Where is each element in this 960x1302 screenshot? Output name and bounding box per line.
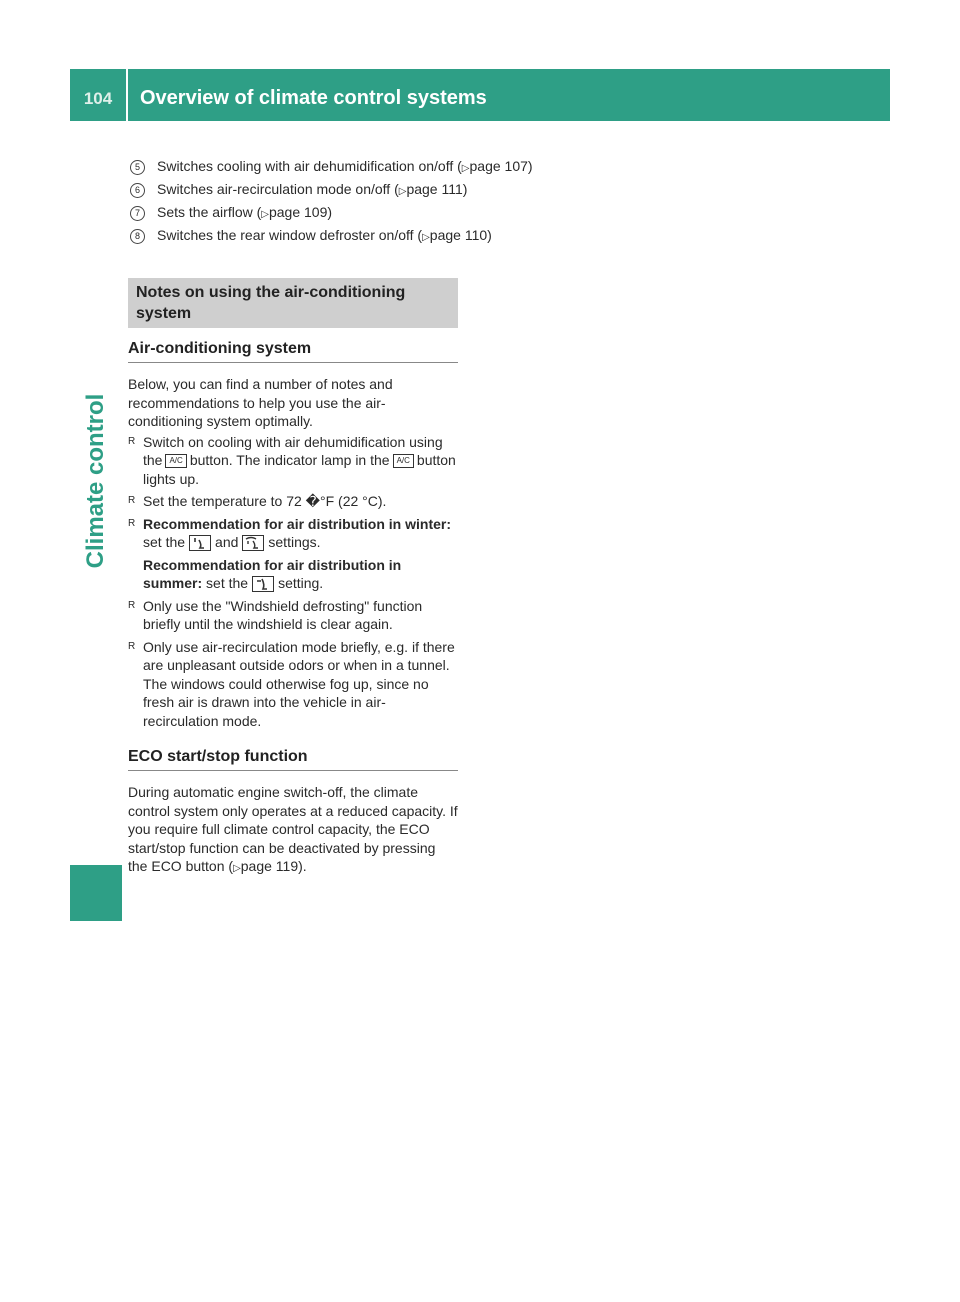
- list-item: 7 Sets the airflow (▷page 109): [128, 202, 688, 225]
- side-tab-block: [70, 865, 122, 921]
- eco-text: During automatic engine switch-off, the climate control system only operates at a reduced capacity. If you require full climate control capacity, the ECO start/stop function can be deactivated by pressing the ECO button (▷page 119).: [128, 784, 458, 874]
- list-item: 5 Switches cooling with air dehumidification on/off (▷page 107): [128, 156, 688, 179]
- list-item: R Recommendation for air distribution in winter: set the and settings. Recommendation for air distribution in summer: set the setting.: [128, 515, 452, 591]
- bullet-r-icon: R: [128, 495, 136, 506]
- page-header: [70, 69, 890, 121]
- page-ref-link[interactable]: page 119: [240, 858, 299, 874]
- circled-number-icon: 6: [130, 183, 145, 198]
- ac-button-icon: A/C: [165, 454, 186, 468]
- side-tab: [70, 121, 122, 921]
- footwell-airflow-icon: [189, 535, 211, 551]
- subheading-ac: Air-conditioning system: [128, 338, 458, 363]
- triangle-right-icon: ▷: [461, 163, 470, 174]
- list-item: R Switch on cooling with air dehumidification using the A/C button. The indicator lamp in the A/C button lights up.: [128, 433, 456, 487]
- section-title: Notes on using the air-conditioning system: [128, 278, 458, 328]
- circled-number-icon: 8: [130, 229, 145, 244]
- bullet-r-icon: R: [128, 435, 136, 447]
- side-tab-label: Climate control: [82, 393, 109, 569]
- subheading-eco: ECO start/stop function: [128, 746, 458, 771]
- list-item: R Only use air-recirculation mode briefly, e.g. if there are unpleasant outside odors or when in a tunnel. The windows could otherwise fog up, since no fresh air is drawn into the vehicle in air-recirculation mode.: [128, 638, 455, 729]
- triangle-right-icon: ▷: [261, 209, 269, 220]
- page-number: 104: [70, 69, 128, 121]
- intro-text: Below, you can find a number of notes and recommendations to help you use the air-conditioning system optimally.: [128, 376, 393, 429]
- page-ref-link[interactable]: page 110: [429, 227, 488, 243]
- bullet-r-icon: R: [128, 517, 136, 529]
- triangle-right-icon: ▷: [398, 186, 407, 197]
- triangle-right-icon: ▷: [422, 232, 430, 243]
- circled-number-icon: 7: [130, 206, 145, 221]
- windshield-footwell-airflow-icon: [242, 535, 264, 551]
- page-ref-link[interactable]: page 111: [406, 181, 463, 197]
- list-item: 8 Switches the rear window defroster on/off (▷page 110): [128, 225, 688, 248]
- bullet-r-icon: R: [128, 599, 136, 611]
- page-title: Overview of climate control systems: [140, 87, 487, 109]
- circled-number-icon: 5: [130, 160, 145, 175]
- triangle-right-icon: ▷: [233, 863, 241, 874]
- content-column: [128, 278, 458, 881]
- ac-button-icon: A/C: [393, 454, 414, 468]
- center-vent-airflow-icon: [252, 576, 274, 592]
- bullet-r-icon: R: [128, 640, 136, 652]
- page-ref-link[interactable]: page 107: [469, 158, 528, 174]
- list-item: 6 Switches air-recirculation mode on/off (▷page 111): [128, 179, 688, 202]
- list-item: R Set the temperature to 72 �°F (22 ‌°C).: [128, 493, 387, 509]
- list-item: R Only use the "Windshield defrosting" function briefly until the windshield is clear again.: [128, 597, 423, 632]
- page-ref-link[interactable]: page 109: [268, 204, 328, 220]
- numbered-list: [128, 156, 688, 248]
